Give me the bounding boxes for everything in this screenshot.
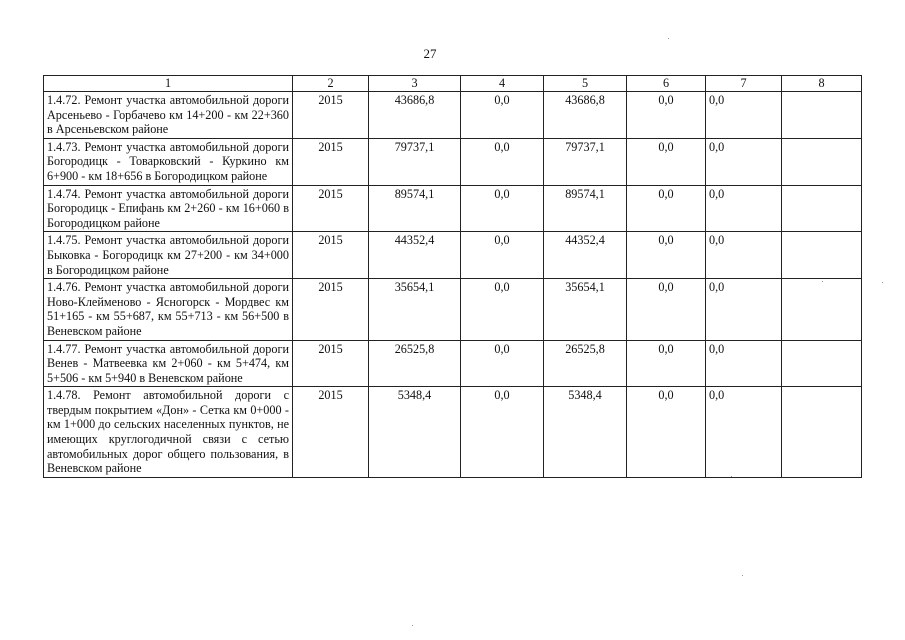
row-col5-value: 26525,8 <box>544 340 627 387</box>
column-header-7: 7 <box>706 76 782 92</box>
row-col6-value: 0,0 <box>627 340 706 387</box>
column-header-8: 8 <box>782 76 862 92</box>
row-col6-value: 0,0 <box>627 232 706 279</box>
row-col3-value: 26525,8 <box>369 340 461 387</box>
row-description: 1.4.74. Ремонт участка автомобильной дороги Богородицк - Епифань км 2+260 - км 16+060 в Богородицком районе <box>44 185 293 232</box>
row-col7-value: 0,0 <box>706 387 782 478</box>
column-header-4: 4 <box>461 76 544 92</box>
row-col5-value: 5348,4 <box>544 387 627 478</box>
row-year: 2015 <box>293 92 369 139</box>
row-year: 2015 <box>293 185 369 232</box>
column-header-6: 6 <box>627 76 706 92</box>
row-col7-value: 0,0 <box>706 185 782 232</box>
row-year: 2015 <box>293 340 369 387</box>
scan-speck <box>668 38 669 39</box>
row-description: 1.4.76. Ремонт участка автомобильной дороги Ново-Клейменово - Ясногорск - Мордвес км 51+165 - км 55+687, км 55+713 - км 56+500 в Веневском районе <box>44 279 293 340</box>
row-col4-value: 0,0 <box>461 92 544 139</box>
row-description: 1.4.73. Ремонт участка автомобильной дороги Богородицк - Товарковский - Куркино км 6+900 - км 18+656 в Богородицком районе <box>44 138 293 185</box>
row-year: 2015 <box>293 138 369 185</box>
row-year: 2015 <box>293 387 369 478</box>
row-col7-value: 0,0 <box>706 138 782 185</box>
row-col3-value: 44352,4 <box>369 232 461 279</box>
column-header-3: 3 <box>369 76 461 92</box>
row-col4-value: 0,0 <box>461 185 544 232</box>
row-col8-value <box>782 340 862 387</box>
row-col3-value: 89574,1 <box>369 185 461 232</box>
scan-speck <box>882 282 883 283</box>
table-row <box>44 185 862 232</box>
row-col7-value: 0,0 <box>706 340 782 387</box>
row-col7-value: 0,0 <box>706 92 782 139</box>
table-header-row <box>44 76 862 92</box>
scan-speck <box>731 476 732 477</box>
row-col3-value: 79737,1 <box>369 138 461 185</box>
row-description: 1.4.75. Ремонт участка автомобильной дороги Быковка - Богородицк км 27+200 - км 34+000 в Богородицком районе <box>44 232 293 279</box>
row-col4-value: 0,0 <box>461 340 544 387</box>
financing-table <box>43 75 862 478</box>
scan-speck <box>412 625 413 626</box>
table-row <box>44 387 862 478</box>
table-row <box>44 138 862 185</box>
row-col6-value: 0,0 <box>627 92 706 139</box>
row-col3-value: 5348,4 <box>369 387 461 478</box>
row-col7-value: 0,0 <box>706 279 782 340</box>
row-col7-value: 0,0 <box>706 232 782 279</box>
table-row <box>44 92 862 139</box>
row-col8-value <box>782 279 862 340</box>
table-row <box>44 232 862 279</box>
column-header-5: 5 <box>544 76 627 92</box>
row-col8-value <box>782 185 862 232</box>
row-col4-value: 0,0 <box>461 232 544 279</box>
row-col6-value: 0,0 <box>627 138 706 185</box>
row-col5-value: 43686,8 <box>544 92 627 139</box>
column-header-2: 2 <box>293 76 369 92</box>
row-col4-value: 0,0 <box>461 387 544 478</box>
table-row <box>44 279 862 340</box>
row-col6-value: 0,0 <box>627 387 706 478</box>
column-header-1: 1 <box>44 76 293 92</box>
row-col4-value: 0,0 <box>461 279 544 340</box>
row-col8-value <box>782 232 862 279</box>
row-description: 1.4.77. Ремонт участка автомобильной дороги Венев - Матвеевка км 2+060 - км 5+474, км 5+506 - км 5+940 в Веневском районе <box>44 340 293 387</box>
row-col8-value <box>782 92 862 139</box>
row-col5-value: 89574,1 <box>544 185 627 232</box>
row-col5-value: 35654,1 <box>544 279 627 340</box>
row-col6-value: 0,0 <box>627 279 706 340</box>
scan-speck <box>822 281 823 282</box>
row-col5-value: 79737,1 <box>544 138 627 185</box>
row-col5-value: 44352,4 <box>544 232 627 279</box>
row-year: 2015 <box>293 279 369 340</box>
row-col6-value: 0,0 <box>627 185 706 232</box>
row-col3-value: 35654,1 <box>369 279 461 340</box>
row-col4-value: 0,0 <box>461 138 544 185</box>
row-description: 1.4.72. Ремонт участка автомобильной дороги Арсеньево - Горбачево км 14+200 - км 22+360 в Арсеньевском районе <box>44 92 293 139</box>
row-year: 2015 <box>293 232 369 279</box>
scan-speck <box>742 575 743 576</box>
row-col8-value <box>782 138 862 185</box>
row-col8-value <box>782 387 862 478</box>
table-row <box>44 340 862 387</box>
row-col3-value: 43686,8 <box>369 92 461 139</box>
page-number: 27 <box>423 46 437 61</box>
row-description: 1.4.78. Ремонт автомобильной дороги с твердым покрытием «Дон» - Сетка км 0+000 - км 1+000 до сельских населенных пунктов, не имеющих круглогодичной связи с сетью автомобильных дорог общего пользования, в Веневском районе <box>44 387 293 478</box>
